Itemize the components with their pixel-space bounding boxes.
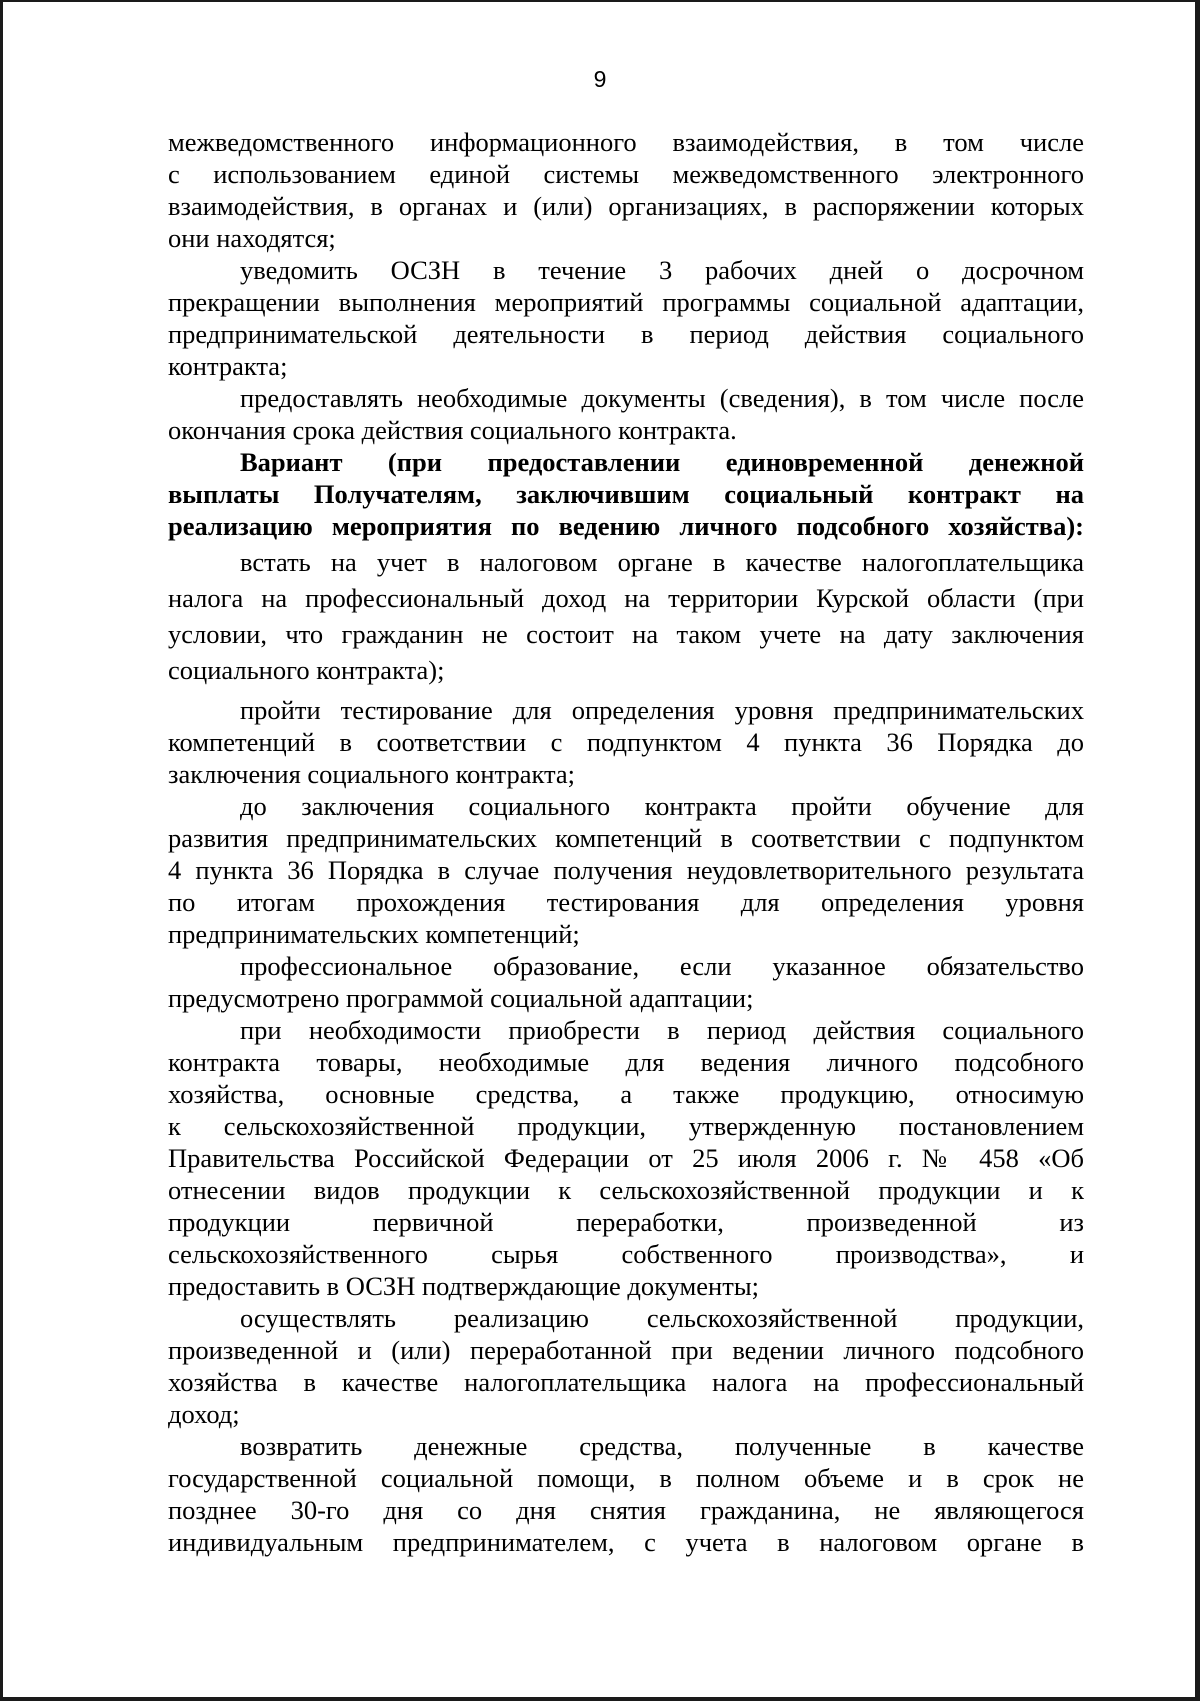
text-line: возвратить денежные средства, полученные в качестве (240, 1431, 1084, 1461)
scan-edge-left (0, 0, 3, 1701)
paragraph (168, 1430, 1084, 1558)
text-line: осуществлять реализацию сельскохозяйственной продукции, (240, 1303, 1084, 1333)
paragraph (168, 950, 1084, 1014)
paragraph (168, 1302, 1084, 1430)
paragraph (168, 1014, 1084, 1302)
text-line: окончания срока действия социального контракта. (168, 415, 737, 445)
variant-heading (168, 446, 1084, 542)
text-line: взаимодействия, в органах и (или) организациях, в распоряжении которых (168, 191, 1084, 221)
paragraph (168, 546, 1084, 686)
text-line: межведомственного информационного взаимодействия, в том числе (168, 127, 1084, 157)
text-line: государственной социальной помощи, в полном объеме и в срок не (168, 1463, 1084, 1493)
text-line: реализацию мероприятия по ведению личного подсобного хозяйства): (168, 511, 1084, 541)
text-line: к сельскохозяйственной продукции, утвержденную постановлением (168, 1111, 1084, 1141)
text-line: они находятся; (168, 223, 336, 253)
text-line: хозяйства, основные средства, а также продукцию, относимую (168, 1079, 1084, 1109)
text-line: предоставлять необходимые документы (сведения), в том числе после (240, 383, 1084, 413)
text-line: предусмотрено программой социальной адаптации; (168, 983, 754, 1013)
text-line: пройти тестирование для определения уровня предпринимательских (240, 695, 1084, 725)
text-line: заключения социального контракта; (168, 759, 576, 789)
text-line: развития предпринимательских компетенций в соответствии с подпунктом (168, 823, 1084, 853)
text-line: произведенной и (или) переработанной при ведении личного подсобного (168, 1335, 1084, 1365)
text-line: социального контракта); (168, 655, 445, 685)
page-number: 9 (593, 66, 607, 92)
text-line: доход; (168, 1399, 240, 1429)
text-line: при необходимости приобрести в период действия социального (240, 1015, 1084, 1045)
text-line: отнесении видов продукции к сельскохозяйственной продукции и к (168, 1175, 1084, 1205)
text-line: сельскохозяйственного сырья собственного производства», и (168, 1239, 1084, 1269)
text-line: по итогам прохождения тестирования для определения уровня (168, 887, 1084, 917)
scan-edge-bottom (0, 1697, 1200, 1701)
scan-edge-right (1195, 0, 1200, 1701)
text-line: продукции первичной переработки, произведенной из (168, 1207, 1084, 1237)
text-line: прекращении выполнения мероприятий программы социальной адаптации, (168, 287, 1084, 317)
paragraph (168, 694, 1084, 790)
scan-edge-top (0, 0, 1200, 2)
paragraph (168, 126, 1084, 254)
paragraph (168, 790, 1084, 950)
text-line: предпринимательских компетенций; (168, 919, 580, 949)
text-line: до заключения социального контракта пройти обучение для (240, 791, 1084, 821)
text-line: индивидуальным предпринимателем, с учета в налоговом органе в (168, 1527, 1084, 1557)
text-line: позднее 30-го дня со дня снятия гражданина, не являющегося (168, 1495, 1084, 1525)
text-line: профессиональное образование, если указанное обязательство (240, 951, 1084, 981)
text-line: контракта товары, необходимые для ведения личного подсобного (168, 1047, 1084, 1077)
text-line: контракта; (168, 351, 288, 381)
text-line: условии, что гражданин не состоит на таком учете на дату заключения (168, 619, 1084, 649)
paragraph (168, 254, 1084, 382)
text-line: уведомить ОСЗН в течение 3 рабочих дней о досрочном (240, 255, 1084, 285)
text-line: предпринимательской деятельности в период действия социального (168, 319, 1084, 349)
paragraph (168, 382, 1084, 446)
text-line: встать на учет в налоговом органе в качестве налогоплательщика (240, 547, 1084, 577)
text-line: с использованием единой системы межведомственного электронного (168, 159, 1084, 189)
text-line: компетенций в соответствии с подпунктом 4 пункта 36 Порядка до (168, 727, 1084, 757)
text-line: предоставить в ОСЗН подтверждающие документы; (168, 1271, 759, 1301)
text-line: Вариант (при предоставлении единовременной денежной (240, 447, 1084, 477)
text-line: хозяйства в качестве налогоплательщика налога на профессиональный (168, 1367, 1084, 1397)
text-line: 4 пункта 36 Порядка в случае получения неудовлетворительного результата (168, 855, 1084, 885)
document-body (168, 126, 1084, 1558)
text-line: налога на профессиональный доход на территории Курской области (при (168, 583, 1084, 613)
text-line: выплаты Получателям, заключившим социальный контракт на (168, 479, 1084, 509)
text-line: Правительства Российской Федерации от 25 июля 2006 г. № 458 «Об (168, 1143, 1084, 1173)
